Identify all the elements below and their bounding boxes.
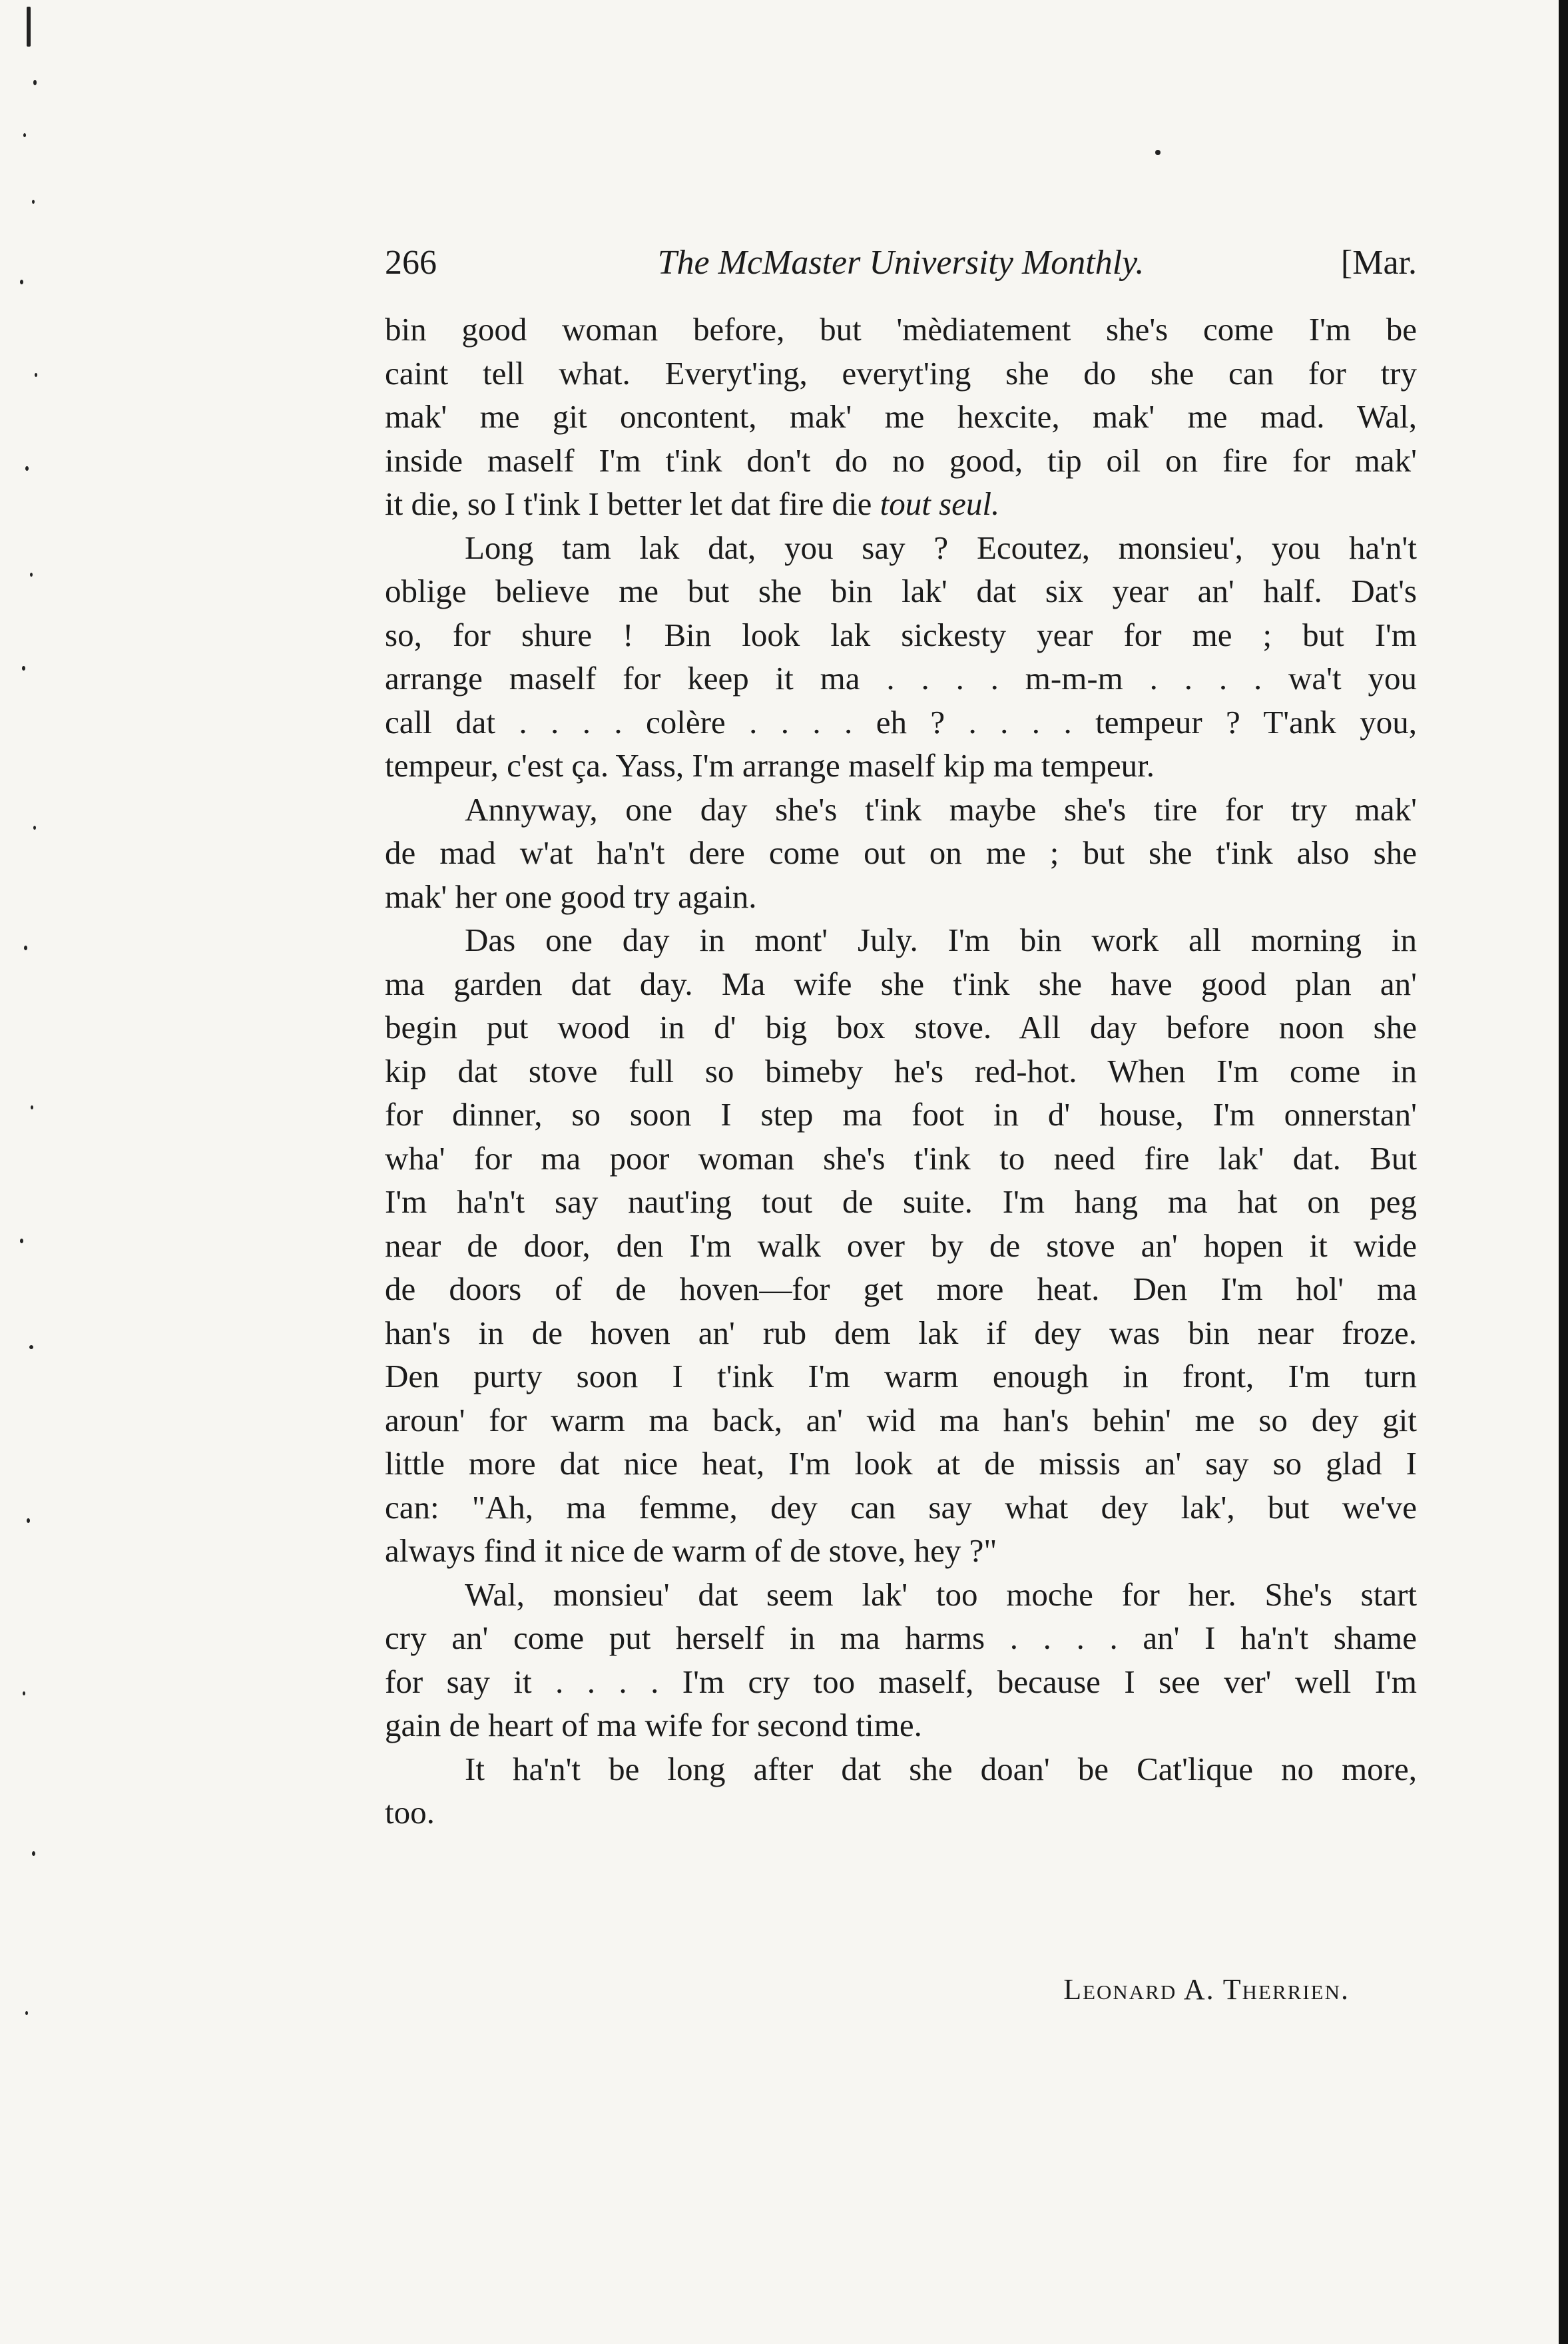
paragraph: [385, 1573, 1417, 1747]
text-line: begin put wood in d' big box stove. All day before noon she: [385, 1009, 1417, 1045]
scan-speck: [22, 666, 25, 671]
text-line: Wal, monsieu' dat seem lak' too moche for her. She's start: [465, 1576, 1417, 1613]
text-line: mak' me git oncontent, mak' me hexcite, mak' me mad. Wal,: [385, 398, 1417, 435]
text-line: Annyway, one day she's t'ink maybe she's tire for try mak': [465, 790, 1417, 828]
paragraph: [385, 1747, 1417, 1835]
scan-speck: [29, 1345, 33, 1349]
text-line: arrange maself for keep it ma . . . . m-m-m . . . . wa't you: [385, 660, 1417, 697]
text-line: Long tam lak dat, you say ? Ecoutez, monsieu', you ha'n't: [465, 529, 1417, 566]
text-line: call dat . . . . colère . . . . eh ? . . . . tempeur ? T'ank you,: [385, 703, 1417, 740]
scan-speck: [23, 1691, 25, 1695]
text-line: gain de heart of ma wife for second time.: [385, 1707, 922, 1743]
text-line: always find it nice de warm of de stove, hey ?": [385, 1532, 997, 1569]
page-number: 266: [385, 244, 437, 282]
text-line: han's in de hoven an' rub dem lak if dey was bin near froze.: [385, 1314, 1417, 1351]
scan-left-margin: [0, 0, 87, 2344]
scan-speck: [33, 80, 37, 85]
text-line: caint tell what. Everyt'ing, everyt'ing she do she can for try: [385, 354, 1417, 392]
text-line: inside maself I'm t'ink don't do no good, tip oil on fire for mak': [385, 441, 1417, 479]
scan-speck: [31, 1105, 33, 1109]
running-title: The McMaster University Monthly.: [657, 244, 1145, 282]
text-line: so, for shure ! Bin look lak sickesty year for me ; but I'm: [385, 616, 1417, 653]
text-line: wha' for ma poor woman she's t'ink to need fire lak' dat. But: [385, 1139, 1417, 1177]
text-line: de mad w'at ha'n't dere come out on me ; but she t'ink also she: [385, 834, 1417, 871]
scan-speck: [25, 466, 29, 471]
scan-speck: [27, 1518, 30, 1523]
scan-speck: [20, 1239, 23, 1243]
paragraph: [385, 918, 1417, 1573]
article-body: [385, 308, 1417, 1835]
text-line: Den purty soon I t'ink I'm warm enough in front, I'm turn: [385, 1358, 1417, 1394]
text-line: it die, so I t'ink I better let dat fire die tout seul.: [385, 485, 1000, 522]
text-line: It ha'n't be long after dat she doan' be Cat'lique no more,: [465, 1750, 1417, 1787]
scan-speck: [30, 573, 33, 577]
text-line: little more dat nice heat, I'm look at de missis an' say so glad I: [385, 1445, 1417, 1482]
text-line: near de door, den I'm walk over by de stove an' hopen it wide: [385, 1227, 1417, 1264]
paragraph: [385, 308, 1417, 526]
text-line: cry an' come put herself in ma harms . . . . an' I ha'n't shame: [385, 1619, 1417, 1656]
author-signature: Leonard A. Therrien.: [1063, 1973, 1350, 2006]
text-line: tempeur, c'est ça. Yass, I'm arrange maself kip ma tempeur.: [385, 747, 1155, 784]
paragraph: [385, 788, 1417, 919]
text-line: de doors of de hoven—for get more heat. Den I'm hol' ma: [385, 1271, 1417, 1307]
text-line: Das one day in mont' July. I'm bin work all morning in: [465, 922, 1417, 958]
scan-speck: [24, 946, 27, 950]
scan-speck: [20, 280, 23, 284]
scan-speck: [32, 1851, 35, 1856]
text-line: ma garden dat day. Ma wife she t'ink she have good plan an': [385, 965, 1417, 1002]
paragraph: [385, 526, 1417, 788]
scan-speck: [32, 200, 35, 204]
italic-phrase: tout seul.: [880, 485, 1000, 522]
scan-right-edge: [1559, 0, 1568, 2344]
text-line: for dinner, so soon I step ma foot in d' house, I'm onnerstan': [385, 1096, 1417, 1133]
text-line: aroun' for warm ma back, an' wid ma han's behin' me so dey git: [385, 1401, 1417, 1438]
scan-speck: [35, 373, 37, 377]
text-line: bin good woman before, but 'mèdiatement she's come I'm be: [385, 311, 1417, 348]
text-line: for say it . . . . I'm cry too maself, because I see ver' well I'm: [385, 1663, 1417, 1700]
scan-speck: [23, 133, 26, 137]
scan-speck: [25, 2011, 28, 2015]
issue-month: [Mar.: [1340, 244, 1417, 282]
scan-speck: [27, 7, 31, 47]
page-header: [385, 240, 1417, 286]
text-line: oblige believe me but she bin lak' dat six year an' half. Dat's: [385, 573, 1417, 609]
text-line: too.: [385, 1794, 435, 1831]
scan-speck: [33, 826, 36, 830]
text-line: can: "Ah, ma femme, dey can say what dey lak', but we've: [385, 1488, 1417, 1526]
scan-speck: [1155, 150, 1161, 155]
text-line: I'm ha'n't say naut'ing tout de suite. I'm hang ma hat on peg: [385, 1183, 1417, 1220]
text-line: kip dat stove full so bimeby he's red-hot. When I'm come in: [385, 1052, 1417, 1089]
text-line: mak' her one good try again.: [385, 878, 757, 915]
